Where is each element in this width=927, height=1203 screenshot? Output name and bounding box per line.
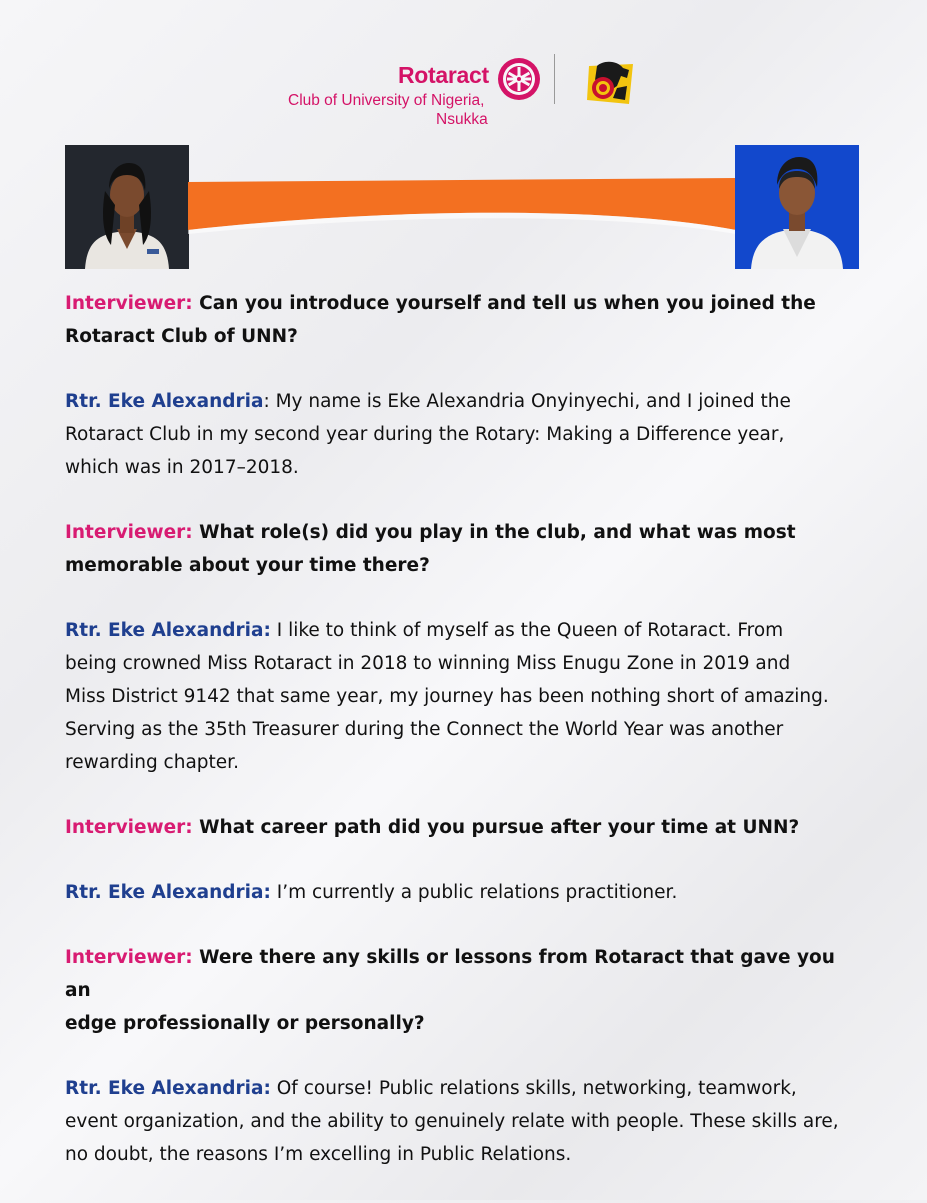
question-4 [65,941,865,1040]
header [0,0,927,140]
interviewer-label: Interviewer: [65,817,193,838]
interviewer-label: Interviewer: [65,947,193,968]
answer-text: being crowned Miss Rotaract in 2018 to winning Miss Enugu Zone in 2019 and [65,653,791,674]
answer-text: Miss District 9142 that same year, my journey has been nothing short of amazing. [65,686,829,707]
brand-subtitle-line2: Nsukka [436,111,488,128]
answer-text: Serving as the 35th Treasurer during the Connect the World Year was another [65,719,784,740]
answer-text: which was in 2017–2018. [65,457,299,478]
interviewee-portrait-left [65,145,189,269]
respondent-label: Rtr. Eke Alexandria: [65,882,271,903]
answer-text: no doubt, the reasons I’m excelling in Public Relations. [65,1144,572,1165]
answer-1 [65,385,865,484]
question-text: What career path did you pursue after your time at UNN? [199,817,800,838]
question-text: Rotaract Club of UNN? [65,326,298,347]
interviewee-portrait-right [735,145,859,269]
answer-text: event organization, and the ability to genuinely relate with people. These skills are, [65,1111,839,1132]
interview-body [65,287,865,1203]
answer-text: I like to think of myself as the Queen of Rotaract. From [276,620,784,641]
answer-2 [65,614,865,779]
answer-text: rewarding chapter. [65,752,239,773]
respondent-label: Rtr. Eke Alexandria [65,391,264,412]
question-text: Can you introduce yourself and tell us when you joined the [199,293,816,314]
question-text: memorable about your time there? [65,555,430,576]
question-text: What role(s) did you play in the club, and what was most [199,522,796,543]
answer-text: Rotaract Club in my second year during the Rotary: Making a Difference year, [65,424,785,445]
logo-divider [554,54,555,104]
answer-4 [65,1072,865,1171]
answer-text: Of course! Public relations skills, networking, teamwork, [276,1078,797,1099]
answer-3 [65,876,865,909]
respondent-label: Rtr. Eke Alexandria: [65,620,271,641]
question-text: edge professionally or personally? [65,1013,425,1034]
interviewer-label: Interviewer: [65,293,193,314]
question-1 [65,287,865,353]
interviewer-label: Interviewer: [65,522,193,543]
question-3 [65,811,865,844]
brand-subtitle-line1: Club of University of Nigeria, [288,92,485,109]
lion-crest-icon [583,60,639,108]
rotary-wheel-icon [496,56,542,102]
question-2 [65,516,865,582]
answer-text: I’m currently a public relations practitioner. [276,882,678,903]
brand-name: Rotaract [398,62,489,88]
orange-banner-band [188,172,736,242]
answer-text: : My name is Eke Alexandria Onyinyechi, and I joined the [263,391,791,412]
question-text: Were there any skills or lessons from Rotaract that gave you an [65,947,835,1001]
respondent-label: Rtr. Eke Alexandria: [65,1078,271,1099]
